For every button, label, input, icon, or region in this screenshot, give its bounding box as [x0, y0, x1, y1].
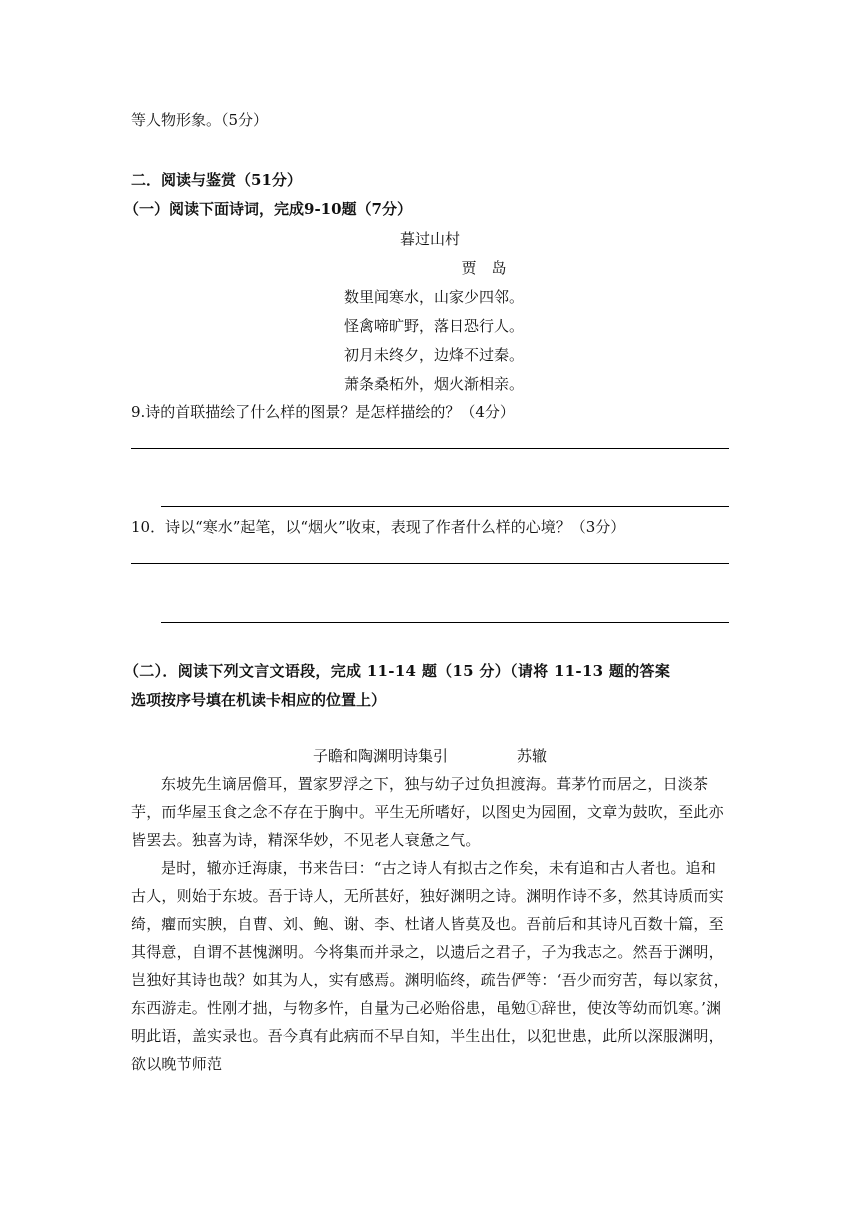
poem-author: 贾 岛 — [461, 259, 507, 277]
part1-heading: （一）阅读下面诗词，完成9-10题（7分） — [124, 200, 412, 218]
question-9: 9.诗的首联描绘了什么样的图景？是怎样描绘的？（4分） — [131, 403, 515, 421]
poem-line: 数里闻寒水，山家少四邻。 — [344, 288, 525, 306]
part2-heading-line2: 选项按序号填在机读卡相应的位置上） — [131, 691, 387, 709]
answer-line — [131, 448, 729, 449]
essay-paragraph: 东坡先生谪居儋耳，置家罗浮之下，独与幼子过负担渡海。葺茅竹而居之，日淡茶芋，而华屋玉食之念不存在于胸中。平生无所嗜好，以图史为园囿，文章为鼓吹，至此亦皆罢去。独喜为诗，精深华妙，不见老人衰惫之气。 — [131, 775, 724, 849]
essay-paragraph: 是时，辙亦迁海康，书来告曰：“古之诗人有拟古之作矣，未有追和古人者也。追和古人，则始于东坡。吾于诗人，无所甚好，独好渊明之诗。渊明作诗不多，然其诗质而实绮，癯而实腴，自曹、刘、鲍、谢、李、杜诸人皆莫及也。吾前后和其诗凡百数十篇，至其得意，自谓不甚愧渊明。今将集而并录之，以遗后之君子，子为我志之。然吾于渊明，岂独好其诗也哉？如其为人，实有感焉。渊明临终，疏告俨等：‘吾少而穷苦，每以家贫，东西游走。性刚才拙，与物多忤，自量为己必贻俗患，黾勉①辞世，使汝等幼而饥寒。’渊明此语，盖实录也。吾今真有此病而不早自知，半生出仕，以犯世患，此所以深服渊明，欲以晚节师范 — [131, 859, 729, 1073]
question-10: 10．诗以“寒水”起笔，以“烟火”收束，表现了作者什么样的心境？（3分） — [131, 518, 626, 536]
poem-line: 怪禽啼旷野，落日恐行人。 — [344, 317, 525, 335]
answer-line — [161, 506, 729, 507]
answer-line — [161, 622, 729, 623]
poem-title: 暮过山村 — [399, 230, 460, 248]
answer-line — [131, 563, 729, 564]
essay-author: 苏辙 — [517, 747, 548, 765]
section-heading: 二．阅读与鉴赏（51分） — [131, 171, 302, 189]
part2-heading-line1: （二）．阅读下列文言文语段，完成 11-14 题（15 分）（请将 11-13 题的答案 — [124, 662, 671, 680]
previous-question-tail: 等人物形象。（5分） — [131, 111, 269, 129]
essay-title: 子瞻和陶渊明诗集引 — [313, 747, 449, 765]
essay-body — [131, 770, 729, 1078]
poem-line: 初月未终夕，边烽不过秦。 — [344, 346, 525, 364]
poem-line: 萧条桑柘外，烟火渐相亲。 — [344, 375, 525, 393]
